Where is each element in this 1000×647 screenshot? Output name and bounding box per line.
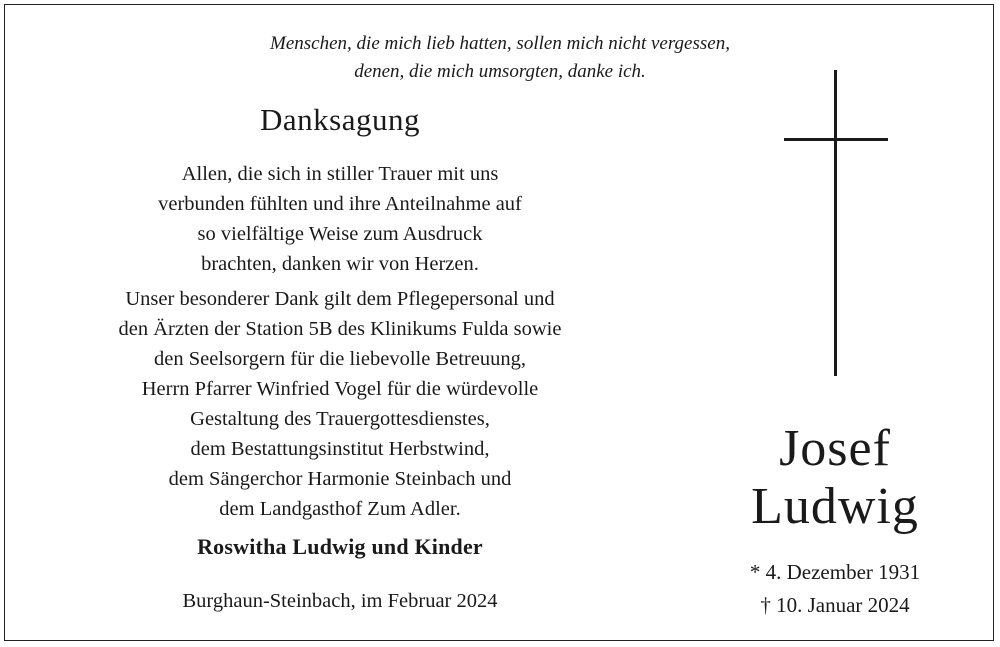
cross-horizontal-bar	[784, 138, 888, 141]
paragraph-line: Unser besonderer Dank gilt dem Pflegepersonal und	[125, 288, 555, 310]
place-and-date: Burghaun-Steinbach, im Februar 2024	[182, 590, 498, 612]
paragraph-line: so vielfältige Weise zum Ausdruck	[197, 223, 483, 245]
motto-quote	[150, 30, 850, 86]
deceased-name	[700, 420, 970, 536]
heading-danksagung: Danksagung	[260, 102, 420, 137]
deceased-first-name: Josef	[779, 420, 891, 477]
paragraph-line: dem Landgasthof Zum Adler.	[219, 498, 461, 520]
thanks-paragraph-2	[40, 284, 640, 524]
paragraph-line: brachten, danken wir von Herzen.	[201, 253, 479, 275]
paragraph-line: dem Bestattungsinstitut Herbstwind,	[190, 438, 490, 460]
life-dates	[700, 556, 970, 622]
paragraph-line: dem Sängerchor Harmonie Steinbach und	[168, 468, 512, 490]
signers: Roswitha Ludwig und Kinder	[197, 534, 483, 559]
paragraph-line: Herrn Pfarrer Winfried Vogel für die würdevolle	[141, 378, 539, 400]
cross-vertical-bar	[834, 70, 837, 376]
motto-line-2: denen, die mich umsorgten, danke ich.	[354, 61, 646, 82]
motto-line-1: Menschen, die mich lieb hatten, sollen mich nicht vergessen,	[270, 33, 730, 54]
latin-cross-icon	[784, 70, 888, 376]
paragraph-line: den Ärzten der Station 5B des Klinikums Fulda sowie	[118, 318, 562, 340]
paragraph-line: Allen, die sich in stiller Trauer mit uns	[181, 163, 499, 185]
paragraph-line: verbunden fühlten und ihre Anteilnahme auf	[158, 193, 522, 215]
paragraph-line: den Seelsorgern für die liebevolle Betreuung,	[154, 348, 526, 370]
death-date: † 10. Januar 2024	[760, 593, 910, 617]
birth-date: * 4. Dezember 1931	[749, 560, 921, 584]
deceased-last-name: Ludwig	[751, 478, 919, 535]
thanks-paragraph-1	[40, 159, 640, 279]
paragraph-line: Gestaltung des Trauergottesdienstes,	[190, 408, 490, 430]
